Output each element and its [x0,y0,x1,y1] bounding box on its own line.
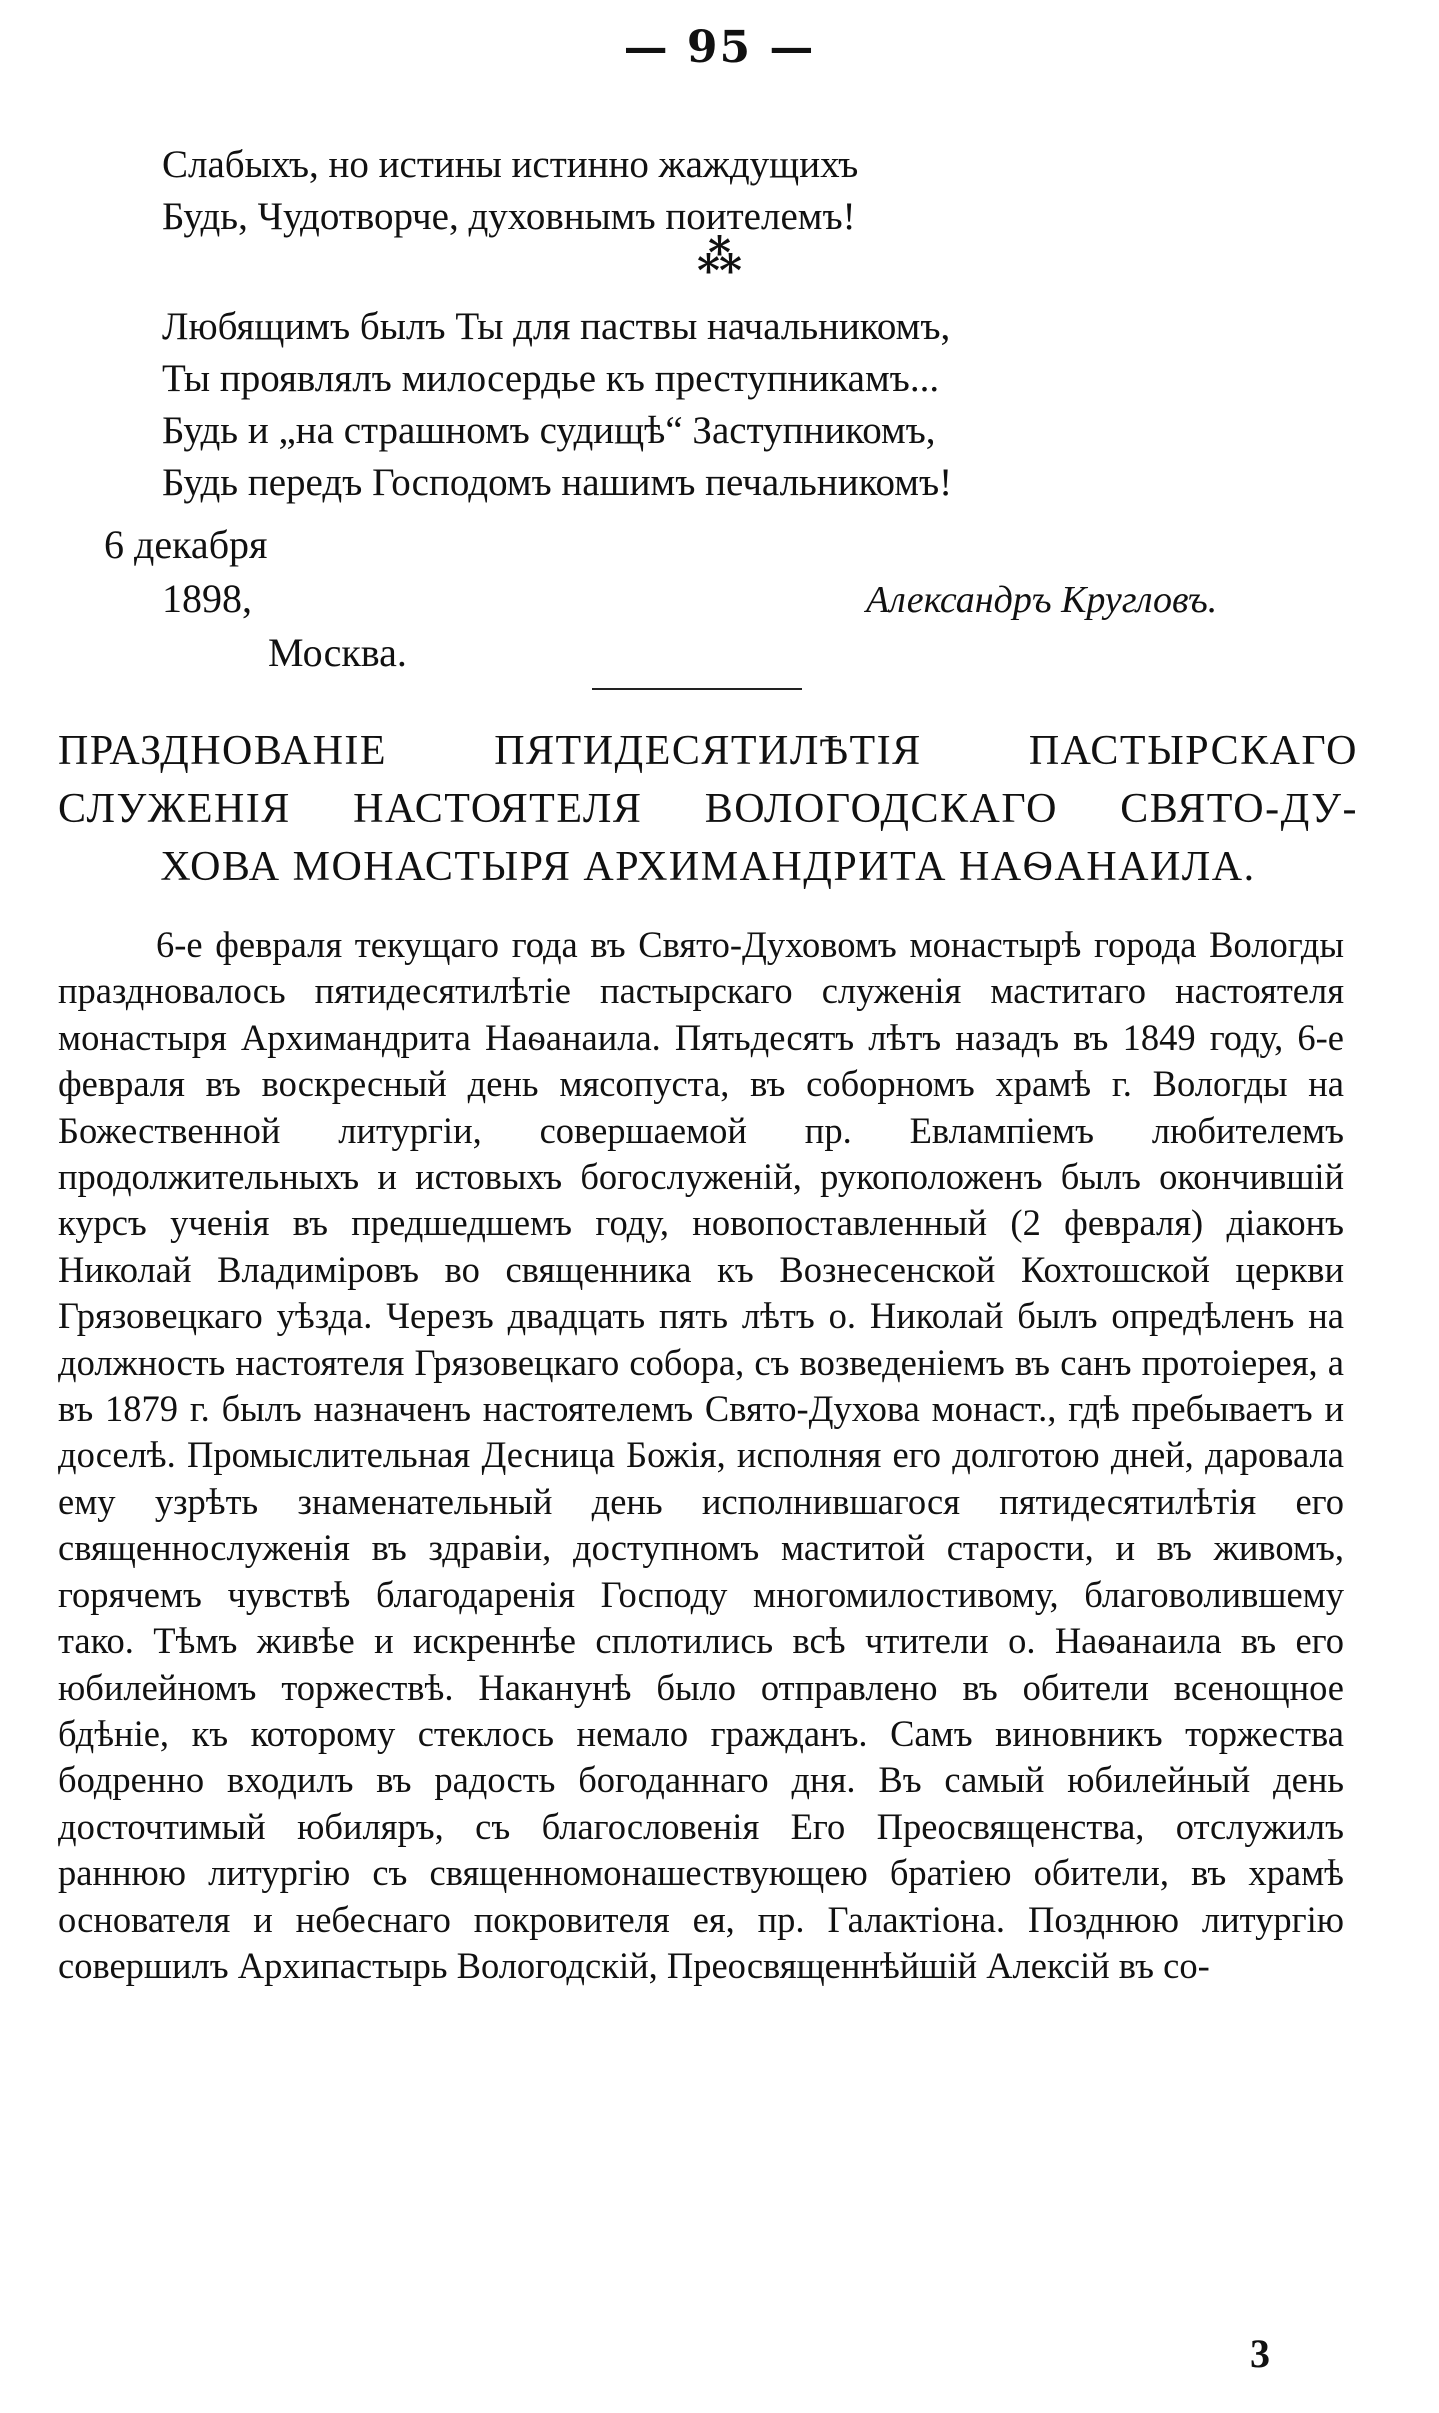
poem-line: Будь, Чудотворче, духовнымъ поителемъ! [162,195,856,238]
poem-line: Будь и „на страшномъ судищѣ“ Заступникомъ, [162,409,936,452]
date-year: 1898, [162,576,252,621]
article-title-line: СЛУЖЕНІЯ НАСТОЯТЕЛЯ ВОЛОГОДСКАГО СВЯТО-ДУ- [58,786,1358,832]
asterism-separator: ⁂ [696,232,742,283]
poem-line: Будь передъ Господомъ нашимъ печальникомъ! [162,461,953,504]
date-day: 6 декабря [104,522,268,567]
section-divider [592,688,802,690]
poem-line: Ты проявлялъ милосердье къ преступникамъ... [162,357,940,400]
page-number: — 95 — [623,22,816,73]
author-signature: Александръ Кругловъ. [866,579,1218,621]
signature-mark: 3 [1250,2331,1270,2376]
article-body: 6-е февраля текущаго года въ Свято-Духовомъ монастырѣ города Вологды праздновалось пятидесятилѣтіе пастырскаго служенія маститаго настоятеля монастыря Архимандрита Наѳанаила. Пятьдесятъ лѣтъ назадъ въ 1849 году, 6-е февраля въ воскресный день мясопуста, въ соборномъ храмѣ г. Вологды на Божественной литургіи, совершаемой пр. Евлампіемъ любителемъ продолжительныхъ и истовыхъ богослуженій, рукоположенъ былъ окончившій курсъ ученія въ предшедшемъ году, новопоставленный (2 февраля) діаконъ Николай Владиміровъ во священника къ Вознесенской Кохтошской церкви Грязовецкаго уѣзда. Черезъ двадцать пять лѣтъ о. Николай былъ опредѣленъ на должность настоятеля Грязовецкаго собора, съ возведеніемъ въ санъ протоіерея, а въ 1879 г. былъ назначенъ настоятелемъ Свято-Духова монаст., гдѣ пребываетъ и доселѣ. Промыслительная Десница Божія, исполняя его долготою дней, даровала ему узрѣть знаменательный день исполнившагося пятидесятилѣтія его священнослуженія въ здравіи, доступномъ маститой старости, и въ живомъ, горячемъ чувствѣ благодаренія Господу многомилостивому, благоволившему тако. Тѣмъ живѣе и искреннѣе сплотились всѣ чтители о. Наѳанаила въ его юбилейномъ торжествѣ. Наканунѣ было отправлено въ обители всенощное бдѣніе, къ которому стеклось немало гражданъ. Самъ виновникъ торжества бодренно входилъ въ радость богоданнаго дня. Въ самый юбилейный день досточтимый юбиляръ, съ благословенія Его Преосвященства, отслужилъ раннюю литургію съ священномонашествующею братіею обители, въ храмѣ основателя и небеснаго покровителя ея, пр. Галактіона. Позднюю литургію совершилъ Архипастырь Вологодскій, Преосвященнѣйшій Алексій въ со- [58,924,1344,1986]
poem-line: Любящимъ былъ Ты для паствы начальникомъ, [162,305,951,348]
place: Москва. [268,630,407,675]
poem-line: Слабыхъ, но истины истинно жаждущихъ [162,143,859,186]
article-title-line: ПРАЗДНОВАНІЕ ПЯТИДЕСЯТИЛѢТІЯ ПАСТЫРСКАГО [58,728,1358,774]
article-title-line: ХОВА МОНАСТЫРЯ АРХИМАНДРИТА НАѲАНАИЛА. [160,844,1256,890]
